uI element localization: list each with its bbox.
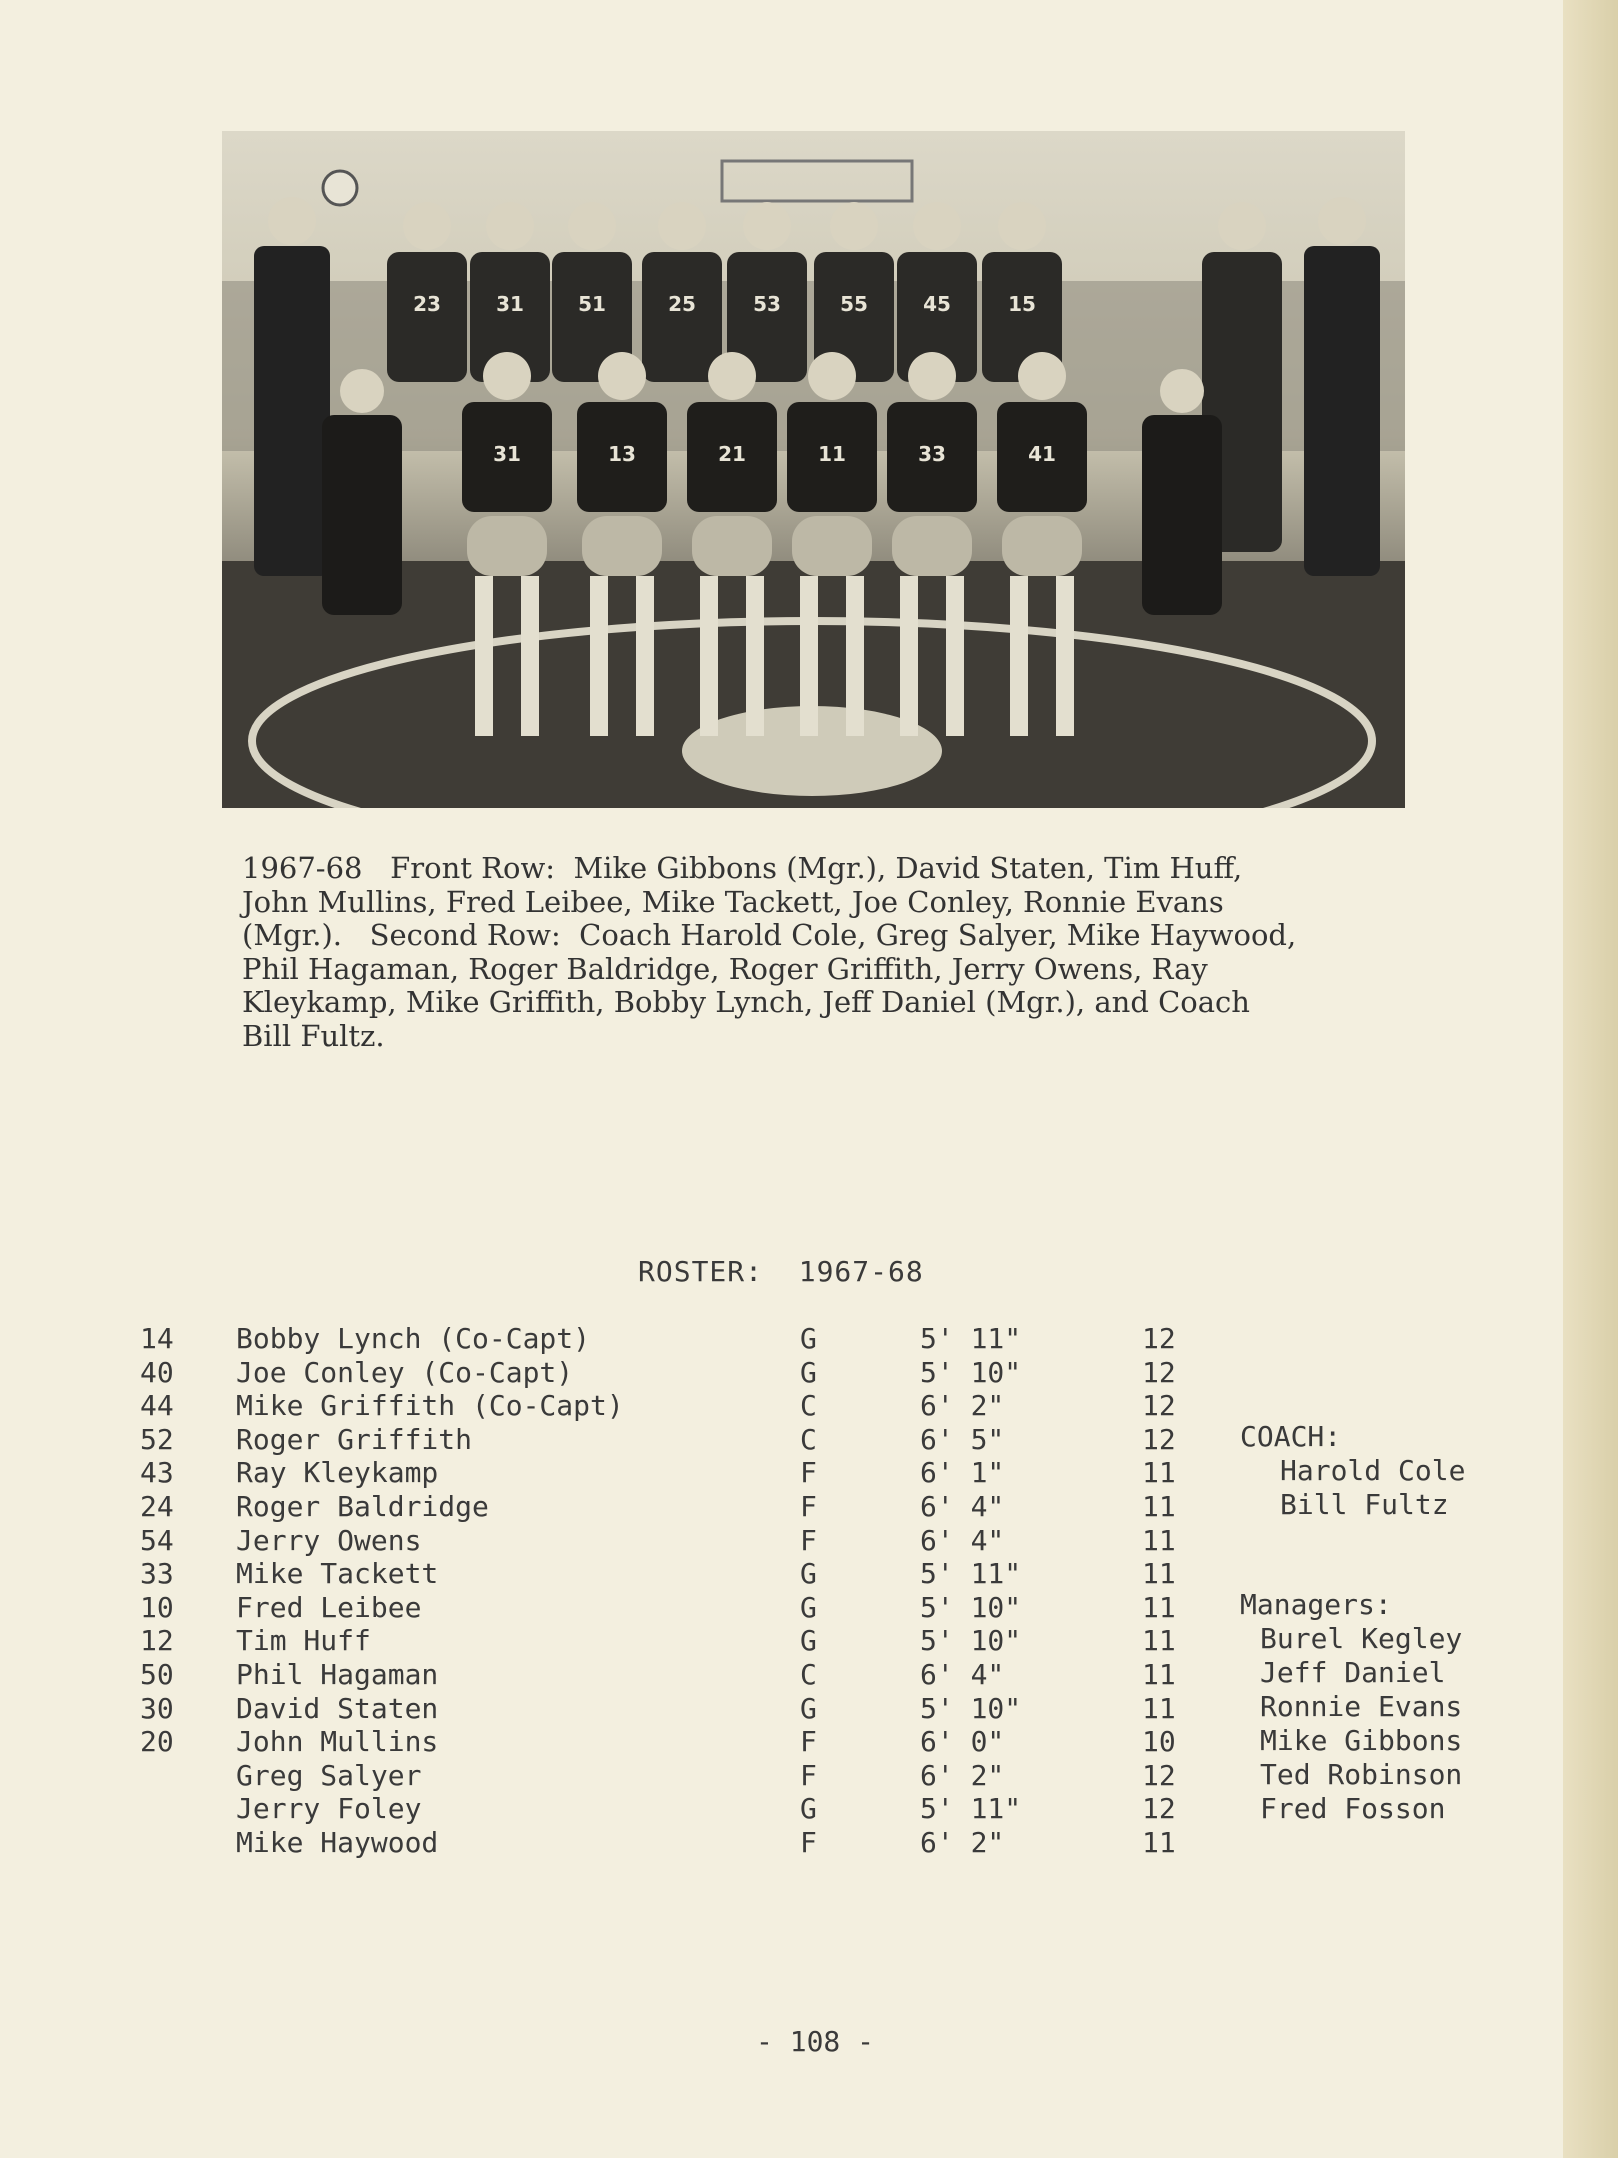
player-number: 44	[140, 1389, 174, 1423]
player-name: Bobby Lynch (Co-Capt)	[236, 1322, 591, 1355]
player-number: 50	[140, 1658, 174, 1691]
player-position: F	[800, 1490, 817, 1523]
player-name: Mike Haywood	[236, 1826, 439, 1859]
player-figure	[598, 352, 646, 400]
player-height: 6' 1"	[920, 1456, 1005, 1490]
player-name: Roger Baldridge	[236, 1490, 489, 1523]
player-position: F	[800, 1758, 817, 1792]
manager-figure	[1160, 369, 1204, 413]
player-height: 6' 2"	[920, 1758, 1005, 1792]
player-number: 52	[140, 1422, 174, 1456]
team-photo-drawing	[222, 131, 1405, 808]
player-number: 10	[140, 1590, 174, 1624]
player-name: Phil Hagaman	[236, 1658, 439, 1691]
player-position: F	[800, 1826, 817, 1859]
coach-figure	[1318, 197, 1366, 245]
player-position: G	[800, 1355, 817, 1389]
player-grade: 12	[1142, 1422, 1176, 1456]
player-grade: 11	[1142, 1624, 1176, 1658]
player-grade: 11	[1142, 1658, 1176, 1691]
team-photo	[222, 131, 1405, 808]
player-number: 54	[140, 1523, 174, 1557]
player-name: Joe Conley (Co-Capt)	[236, 1355, 574, 1389]
player-position: C	[800, 1389, 817, 1423]
manager-name: Jeff Daniel	[1260, 1656, 1446, 1689]
caption-line: Kleykamp, Mike Griffith, Bobby Lynch, Jeff Daniel (Mgr.), and Coach	[242, 985, 1250, 1019]
manager-name: Mike Gibbons	[1260, 1724, 1463, 1757]
player-figure	[808, 352, 856, 400]
player-grade: 12	[1142, 1758, 1176, 1792]
player-name: Greg Salyer	[236, 1758, 422, 1792]
player-position: F	[800, 1725, 817, 1759]
player-name: Fred Leibee	[236, 1590, 422, 1624]
player-figure	[743, 202, 791, 250]
player-number: 12	[140, 1624, 174, 1658]
player-grade: 12	[1142, 1355, 1176, 1389]
player-figure	[830, 202, 878, 250]
player-name: Roger Griffith	[236, 1422, 473, 1456]
player-grade: 11	[1142, 1557, 1176, 1591]
coach-name: Bill Fultz	[1280, 1488, 1449, 1521]
player-name: Tim Huff	[236, 1624, 371, 1658]
jersey-number: 23	[413, 292, 441, 316]
player-grade: 11	[1142, 1456, 1176, 1490]
player-grade: 12	[1142, 1322, 1176, 1355]
manager-name: Fred Fosson	[1260, 1792, 1446, 1825]
jersey-number: 33	[918, 442, 946, 466]
player-grade: 12	[1142, 1792, 1176, 1826]
player-position: G	[800, 1691, 817, 1725]
jersey-number: 31	[496, 292, 524, 316]
player-name: Ray Kleykamp	[236, 1456, 439, 1490]
player-name: John Mullins	[236, 1725, 439, 1759]
player-position: G	[800, 1624, 817, 1658]
player-height: 6' 0"	[920, 1725, 1005, 1759]
jersey-number: 55	[840, 292, 868, 316]
player-position: G	[800, 1590, 817, 1624]
jersey-number: 31	[493, 442, 521, 466]
player-name: Jerry Foley	[236, 1792, 422, 1826]
player-height: 6' 4"	[920, 1658, 1005, 1691]
player-grade: 11	[1142, 1826, 1176, 1859]
jersey-number: 21	[718, 442, 746, 466]
player-figure	[658, 202, 706, 250]
player-position: F	[800, 1523, 817, 1557]
player-name: Mike Tackett	[236, 1557, 439, 1591]
jersey-number: 15	[1008, 292, 1036, 316]
player-figure	[483, 352, 531, 400]
player-height: 5' 11"	[920, 1792, 1022, 1826]
photo-caption	[242, 852, 1412, 1053]
player-height: 5' 11"	[920, 1322, 1022, 1355]
player-figure	[998, 202, 1046, 250]
player-grade: 10	[1142, 1725, 1176, 1759]
player-name: Jerry Owens	[236, 1523, 422, 1557]
player-number: 14	[140, 1322, 174, 1355]
player-height: 5' 10"	[920, 1355, 1022, 1389]
player-height: 5' 11"	[920, 1557, 1022, 1591]
player-grade: 11	[1142, 1691, 1176, 1725]
jersey-number: 13	[608, 442, 636, 466]
player-figure	[908, 352, 956, 400]
player-position: G	[800, 1322, 817, 1355]
player-figure	[708, 352, 756, 400]
caption-line: John Mullins, Fred Leibee, Mike Tackett, Joe Conley, Ronnie Evans	[242, 884, 1224, 919]
player-number: 43	[140, 1456, 174, 1490]
player-number: 30	[140, 1691, 174, 1725]
player-number: 40	[140, 1355, 174, 1389]
manager-figure	[1218, 202, 1266, 250]
caption-line: 1967-68 Front Row: Mike Gibbons (Mgr.), David Staten, Tim Huff,	[242, 851, 1243, 885]
jersey-number: 45	[923, 292, 951, 316]
player-name: David Staten	[236, 1691, 439, 1725]
manager-name: Ted Robinson	[1260, 1758, 1463, 1791]
caption-line: Phil Hagaman, Roger Baldridge, Roger Griffith, Jerry Owens, Ray	[242, 951, 1208, 986]
player-figure	[403, 202, 451, 250]
player-height: 6' 4"	[920, 1490, 1005, 1523]
player-height: 5' 10"	[920, 1624, 1022, 1658]
coach-name: Harold Cole	[1280, 1454, 1466, 1487]
coach-figure	[268, 197, 316, 245]
player-number: 24	[140, 1490, 174, 1523]
player-number: 33	[140, 1557, 174, 1591]
roster-title: ROSTER: 1967-68	[638, 1255, 924, 1288]
player-position: G	[800, 1792, 817, 1826]
page-edge	[1563, 0, 1618, 2158]
player-grade: 11	[1142, 1490, 1176, 1523]
jersey-number: 41	[1028, 442, 1056, 466]
jersey-number: 53	[753, 292, 781, 316]
player-name: Mike Griffith (Co-Capt)	[236, 1389, 624, 1423]
player-figure	[486, 202, 534, 250]
caption-line: (Mgr.). Second Row: Coach Harold Cole, Greg Salyer, Mike Haywood,	[242, 918, 1297, 952]
player-position: F	[800, 1456, 817, 1490]
player-position: C	[800, 1658, 817, 1691]
page-number: - 108 -	[756, 2025, 875, 2058]
manager-name: Ronnie Evans	[1260, 1690, 1463, 1723]
caption-line: Bill Fultz.	[242, 1018, 385, 1053]
player-height: 6' 2"	[920, 1389, 1005, 1423]
managers-label: Managers:	[1240, 1588, 1392, 1621]
player-height: 6' 2"	[920, 1826, 1005, 1859]
player-height: 6' 5"	[920, 1422, 1005, 1456]
coach-label: COACH:	[1240, 1420, 1342, 1453]
manager-figure	[340, 369, 384, 413]
player-figure	[913, 202, 961, 250]
player-position: G	[800, 1557, 817, 1591]
player-position: C	[800, 1422, 817, 1456]
jersey-number: 51	[578, 292, 606, 316]
player-number: 20	[140, 1725, 174, 1759]
jersey-number: 11	[818, 442, 846, 466]
player-height: 5' 10"	[920, 1691, 1022, 1725]
player-grade: 12	[1142, 1389, 1176, 1423]
player-figure	[1018, 352, 1066, 400]
manager-name: Burel Kegley	[1260, 1622, 1463, 1655]
player-height: 6' 4"	[920, 1523, 1005, 1557]
player-grade: 11	[1142, 1590, 1176, 1624]
player-figure	[568, 202, 616, 250]
player-grade: 11	[1142, 1523, 1176, 1557]
player-height: 5' 10"	[920, 1590, 1022, 1624]
jersey-number: 25	[668, 292, 696, 316]
